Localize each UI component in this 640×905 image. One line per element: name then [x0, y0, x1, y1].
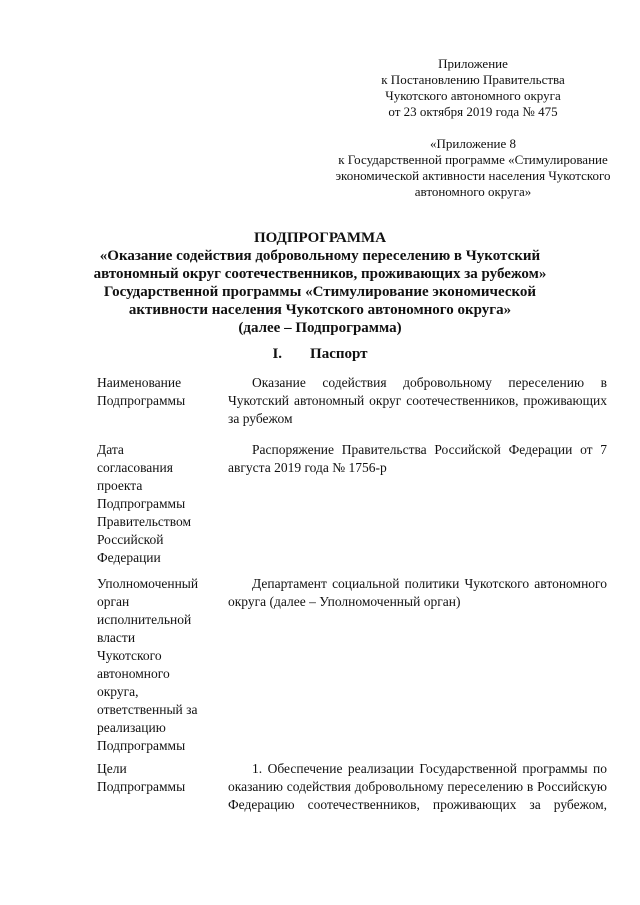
label-line: Подпрограммы — [97, 779, 186, 794]
value-text: Оказание содействия добровольному переселению в Чукотский автономный округ соотечественников, проживающих за рубежом — [228, 375, 607, 426]
section-heading — [0, 345, 640, 363]
label-line: реализацию — [97, 720, 166, 735]
label-line: Дата — [97, 442, 124, 457]
label-line: ответственный за — [97, 702, 198, 717]
title-line: активности населения Чукотского автономного округа» — [128, 302, 512, 318]
label-line: Уполномоченный — [97, 576, 199, 591]
value-text: 1. Обеспечение реализации Государственной программы по оказанию содействия добровольному переселению в Российскую Федерацию соотечественников, проживающих за рубежом, — [228, 761, 607, 812]
value-text: Департамент социальной политики Чукотского автономного округа (далее – Уполномоченный орган) — [228, 576, 607, 609]
label-line: Федерации — [97, 550, 161, 565]
appendix-line: Приложение — [438, 56, 508, 71]
label-line: Наименование — [97, 375, 182, 390]
label-line: исполнительной — [97, 612, 192, 627]
label-line: Подпрограммы — [97, 393, 186, 408]
label-line: Подпрограммы — [97, 496, 186, 511]
label-line: Цели — [97, 761, 127, 776]
label-line: согласования — [97, 460, 173, 475]
appendix-8-line: экономической активности населения Чукотского — [335, 168, 611, 183]
passport-value — [228, 441, 607, 477]
appendix-line: к Постановлению Правительства — [381, 72, 565, 87]
label-line: Подпрограммы — [97, 738, 186, 753]
passport-label — [97, 575, 227, 755]
label-line: автономного — [97, 666, 170, 681]
passport-label — [97, 441, 227, 567]
appendix-8-line: к Государственной программе «Стимулирование — [338, 152, 608, 167]
appendix-line: Чукотского автономного округа — [385, 88, 561, 103]
passport-value — [228, 760, 607, 814]
label-line: проекта — [97, 478, 143, 493]
section-title: Паспорт — [310, 346, 368, 362]
label-line: орган — [97, 594, 130, 609]
appendix-8-header — [316, 136, 630, 200]
passport-value — [228, 575, 607, 611]
passport-value — [228, 374, 607, 428]
appendix-8-line: автономного округа» — [414, 184, 532, 199]
passport-label — [97, 760, 227, 796]
label-line: округа, — [97, 684, 139, 699]
title-line: автономный округ соотечественников, проживающих за рубежом» — [93, 266, 547, 282]
label-line: Чукотского — [97, 648, 162, 663]
title-line: «Оказание содействия добровольному переселению в Чукотский — [99, 248, 541, 264]
label-line: Российской — [97, 532, 164, 547]
title-line: ПОДПРОГРАММА — [253, 230, 387, 246]
passport-label — [97, 374, 227, 410]
appendix-8-line: «Приложение 8 — [429, 136, 517, 151]
appendix-header — [316, 56, 630, 120]
section-number: I. — [272, 346, 283, 362]
title-line: (далее – Подпрограмма) — [238, 320, 402, 336]
label-line: Правительством — [97, 514, 192, 529]
appendix-line: от 23 октября 2019 года № 475 — [388, 104, 558, 119]
value-text: Распоряжение Правительства Российской Федерации от 7 августа 2019 года № 1756-р — [228, 442, 607, 475]
document-title — [40, 229, 600, 337]
title-line: Государственной программы «Стимулирование экономической — [103, 284, 537, 300]
label-line: власти — [97, 630, 136, 645]
